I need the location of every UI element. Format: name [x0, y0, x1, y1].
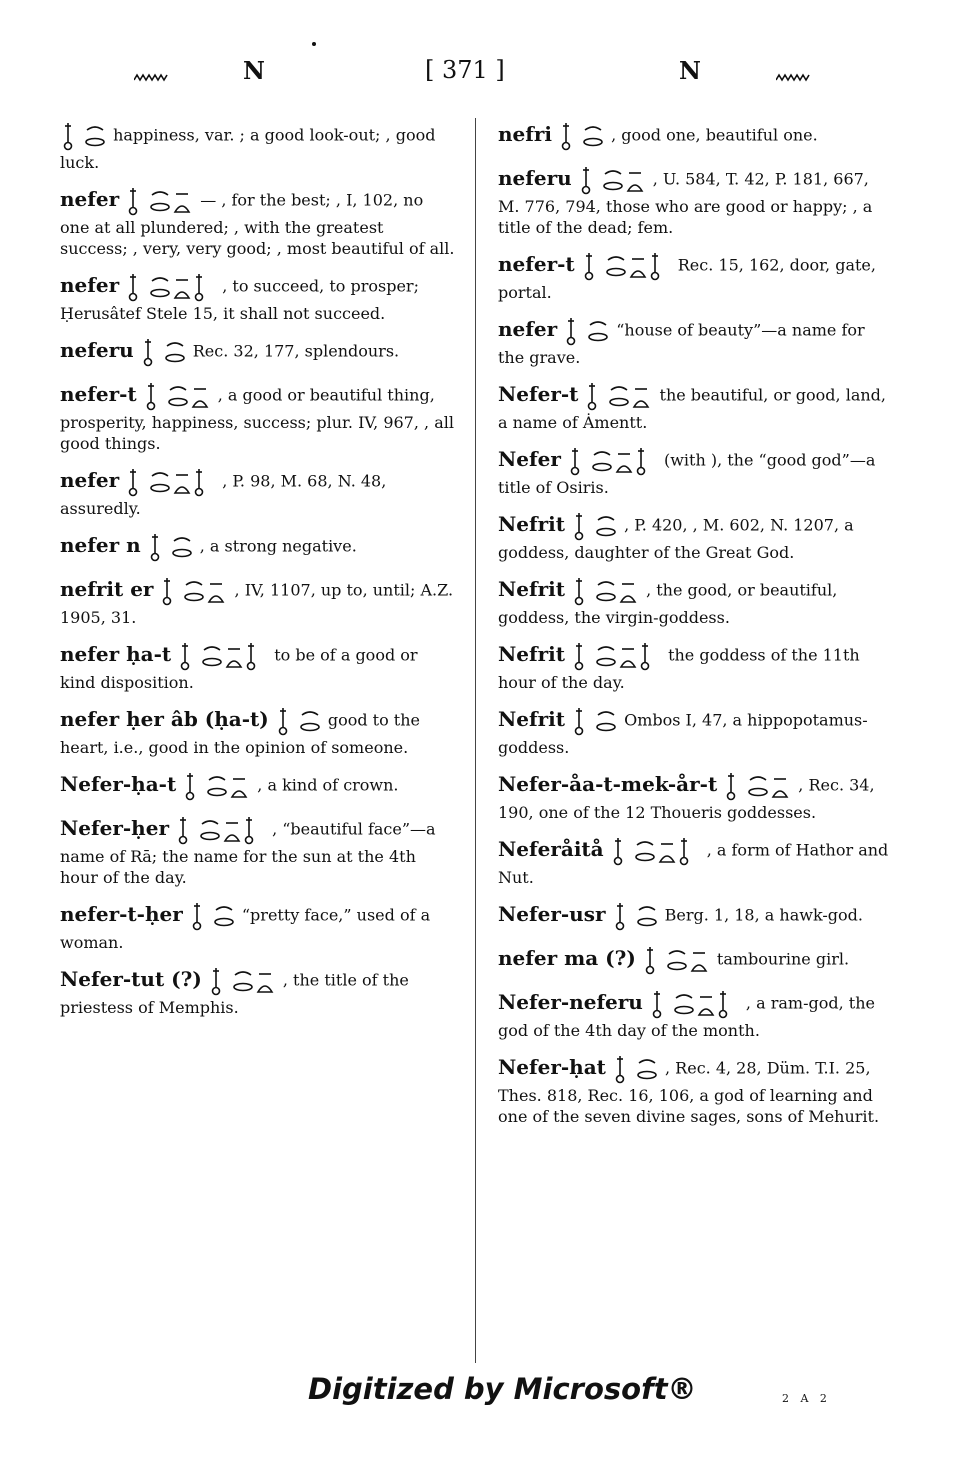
entry-definition: , good one, beautiful one.	[606, 125, 818, 145]
entry-headword: Nefer-åa-t-mek-år-t	[498, 771, 718, 796]
dictionary-entry	[60, 466, 455, 519]
entry-definition: , P. 420, , M. 602, N. 1207, a goddess, daughter of the Great God.	[498, 515, 854, 562]
entry-headword: nefri	[498, 121, 553, 146]
hieroglyph-icon	[586, 380, 652, 412]
entry-headword: Nefrit	[498, 511, 565, 536]
entry-definition: , the good, or beautiful, goddess, the virgin-goddess.	[498, 580, 838, 627]
entry-definition: Rec. 32, 177, splendours.	[187, 341, 400, 361]
entry-headword: Nefer-tut (?)	[60, 966, 202, 991]
entry-headword: nefer ḥer âb (ḥa-t)	[60, 706, 269, 731]
entry-definition: the goddess of the 11th hour of the day.	[498, 645, 860, 692]
page-number: [ 371 ]	[425, 56, 505, 84]
hieroglyph-icon	[277, 705, 321, 737]
dictionary-entry	[60, 814, 455, 888]
entry-definition: (with ), the “good god”—a title of Osiris.	[498, 450, 876, 497]
dictionary-entry	[498, 164, 893, 238]
hieroglyph-icon	[145, 380, 211, 412]
entry-headword: Nefer	[498, 446, 561, 471]
page-header	[0, 56, 966, 96]
dictionary-entry	[498, 705, 893, 758]
entry-headword: Nefer-t	[498, 381, 579, 406]
entry-headword: Neferåitå	[498, 836, 604, 861]
dictionary-entry	[60, 705, 455, 758]
hieroglyph-icon	[580, 164, 646, 196]
hieroglyph-icon	[565, 315, 609, 347]
hieroglyph-icon	[573, 705, 617, 737]
hieroglyph-icon	[210, 965, 276, 997]
dictionary-entry	[498, 575, 893, 628]
hieroglyph-icon	[644, 944, 710, 976]
entry-definition: , a kind of crown.	[252, 775, 399, 795]
hieroglyph-icon	[179, 640, 267, 672]
entry-headword: Nefrit	[498, 576, 565, 601]
entry-headword: Nefer-usr	[498, 901, 606, 926]
hieroglyph-icon	[127, 271, 215, 303]
dictionary-entry	[498, 900, 893, 932]
dictionary-entry	[498, 640, 893, 693]
entry-definition: Ombos I, 47, a hippopotamus-goddess.	[498, 710, 868, 757]
hieroglyph-icon	[573, 575, 639, 607]
hieroglyph-icon	[612, 835, 700, 867]
entry-definition: , the title of the priestess of Memphis.	[60, 970, 409, 1017]
entry-headword: nefer n	[60, 532, 141, 557]
entry-headword: nefer-t	[498, 251, 575, 276]
entry-headword: nefrit er	[60, 576, 154, 601]
dictionary-entry	[60, 640, 455, 693]
entry-headword: nefer ma (?)	[498, 945, 636, 970]
entry-headword: neferu	[60, 337, 134, 362]
hieroglyph-icon	[191, 900, 235, 932]
entry-definition: “pretty face,” used of a woman.	[60, 905, 431, 952]
dictionary-entry	[60, 575, 455, 628]
dictionary-entry	[60, 120, 455, 173]
entry-definition: Rec. 15, 162, door, gate, portal.	[498, 255, 876, 302]
hieroglyph-icon	[583, 250, 671, 282]
hieroglyph-icon	[651, 988, 739, 1020]
dictionary-entry	[498, 988, 893, 1041]
entry-definition: Berg. 1, 18, a hawk-god.	[659, 905, 863, 925]
hieroglyph-icon	[161, 575, 227, 607]
header-left-letter: N	[243, 56, 265, 85]
hieroglyph-icon	[127, 466, 215, 498]
entry-definition: , P. 98, M. 68, N. 48, assuredly.	[60, 471, 387, 518]
water-sign-right-icon	[776, 72, 810, 82]
entry-definition: , U. 584, T. 42, P. 181, 667, M. 776, 794, those who are good or happy; , a title of the dead; fem.	[498, 169, 873, 237]
right-column	[498, 120, 893, 1139]
dictionary-entry	[498, 835, 893, 888]
dictionary-entry	[498, 1053, 893, 1127]
entry-definition: to be of a good or kind disposition.	[60, 645, 418, 692]
entry-headword: nefer	[498, 316, 558, 341]
dictionary-entry	[498, 944, 893, 976]
entry-definition: tambourine girl.	[711, 949, 850, 969]
hieroglyph-icon	[573, 640, 661, 672]
entry-headword: Nefer-ḥa-t	[60, 771, 177, 796]
dictionary-entry	[498, 315, 893, 368]
dictionary-entry	[60, 271, 455, 324]
entry-definition: , a good or beautiful thing, prosperity, happiness, success; plur. IV, 967, , all good things.	[60, 385, 454, 453]
column-divider	[475, 118, 476, 1363]
entry-definition: , IV, 1107, up to, until; A.Z. 1905, 31.	[60, 580, 454, 627]
dictionary-entry	[60, 185, 455, 259]
water-sign-left-icon	[134, 72, 168, 82]
entry-definition: happiness, var. ; a good look-out; , good luck.	[60, 125, 436, 172]
dictionary-entry	[60, 770, 455, 802]
entry-headword: neferu	[498, 165, 572, 190]
hieroglyph-icon	[184, 770, 250, 802]
entry-headword: Nefer-ḥer	[60, 815, 169, 840]
entry-headword: Nefrit	[498, 706, 565, 731]
dictionary-entry	[60, 380, 455, 454]
hieroglyph-icon	[725, 770, 791, 802]
hieroglyph-icon	[614, 900, 658, 932]
entry-headword: Nefer-ḥat	[498, 1054, 606, 1079]
hieroglyph-icon	[149, 531, 193, 563]
entry-definition: — , for the best; , I, 102, no one at all plundered; , with the greatest success; , very, very good; , most beautiful of all.	[60, 190, 455, 258]
entry-definition: , “beautiful face”—a name of Rā; the name for the sun at the 4th hour of the day.	[60, 819, 436, 887]
entry-definition: , a form of Hathor and Nut.	[498, 840, 889, 887]
top-dot	[312, 42, 316, 46]
entry-headword: nefer-t-ḥer	[60, 901, 183, 926]
hieroglyph-icon	[142, 336, 186, 368]
entry-headword: nefer	[60, 272, 120, 297]
hieroglyph-icon	[614, 1053, 658, 1085]
entry-definition: , Rec. 4, 28, Düm. T.I. 25, Thes. 818, Rec. 16, 106, a god of learning and one of the seven divine sages, sons of Mehurit.	[498, 1058, 880, 1126]
dictionary-entry	[60, 965, 455, 1018]
dictionary-entry	[498, 445, 893, 498]
dictionary-entry	[60, 531, 455, 563]
entry-headword: nefer	[60, 467, 120, 492]
entry-definition: , a ram-god, the god of the 4th day of the month.	[498, 993, 875, 1040]
entry-headword: nefer-t	[60, 381, 137, 406]
dictionary-entry	[498, 120, 893, 152]
signature-mark: 2 A 2	[782, 1392, 831, 1405]
hieroglyph-icon	[127, 185, 193, 217]
dictionary-entry	[60, 336, 455, 368]
digitization-watermark: Digitized by Microsoft®	[308, 1372, 697, 1406]
dictionary-entry	[60, 900, 455, 953]
entry-definition: the beautiful, or good, land, a name of Ȧmentt.	[498, 385, 886, 432]
entry-headword: nefer	[60, 186, 120, 211]
hieroglyph-icon	[177, 814, 265, 846]
entry-headword: Nefer-neferu	[498, 989, 643, 1014]
dictionary-entry	[498, 250, 893, 303]
dictionary-entry	[498, 510, 893, 563]
header-right-letter: N	[679, 56, 701, 85]
entry-definition: “house of beauty”—a name for the grave.	[498, 320, 865, 367]
entry-definition: , Rec. 34, 190, one of the 12 Thoueris goddesses.	[498, 775, 875, 822]
hieroglyph-icon	[62, 120, 106, 152]
entry-headword: Nefrit	[498, 641, 565, 666]
entry-definition: , a strong negative.	[194, 536, 357, 556]
entry-headword: nefer ḥa-t	[60, 641, 172, 666]
entry-definition: good to the heart, i.e., good in the opinion of someone.	[60, 710, 421, 757]
dictionary-entry	[498, 770, 893, 823]
dictionary-entry	[498, 380, 893, 433]
left-column	[60, 120, 455, 1030]
entry-definition: , to succeed, to prosper; Ḥerusâtef Stele 15, it shall not succeed.	[60, 276, 419, 323]
hieroglyph-icon	[569, 445, 657, 477]
hieroglyph-icon	[573, 510, 617, 542]
hieroglyph-icon	[560, 120, 604, 152]
